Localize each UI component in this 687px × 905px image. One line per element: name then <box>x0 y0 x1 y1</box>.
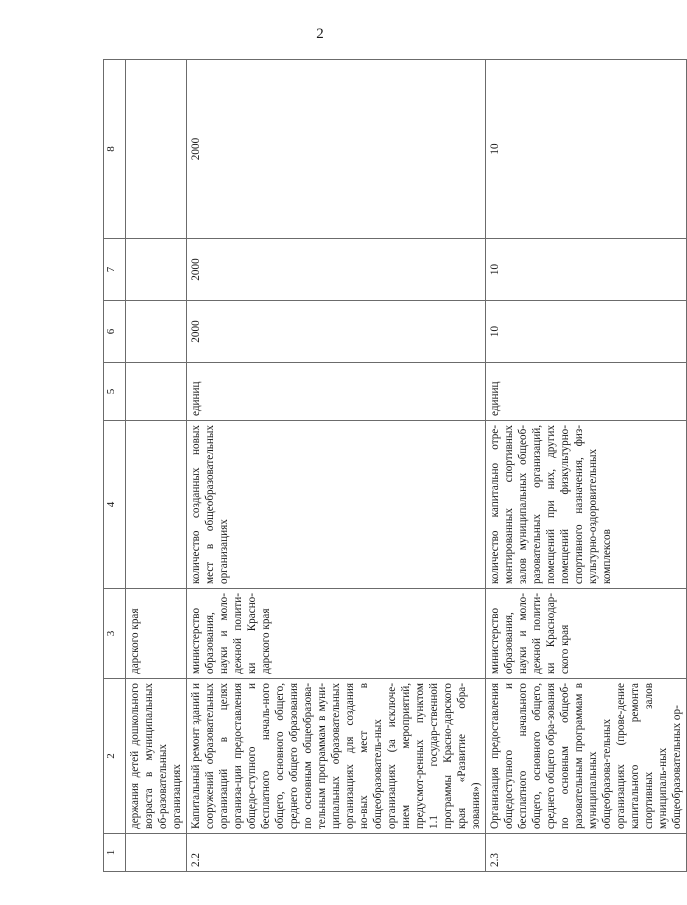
responsible: дарского края <box>126 589 187 679</box>
indicator: количество капитально отре-монтированных спортивных залов муниципальных общеоб-разовательных организаций, помещений при них, других помещений физкультурно-спортивного назначения, физ-культурно-оздоровительных комплексов <box>486 421 687 589</box>
program-table <box>103 59 687 872</box>
header-col-7: 7 <box>104 239 126 301</box>
unit <box>126 363 187 421</box>
header-col-5: 5 <box>104 363 126 421</box>
unit: единиц <box>187 363 486 421</box>
value-col-8: 10 <box>486 60 687 239</box>
measure-name: Капитальный ремонт зданий и сооружений образовательных организаций в целях организа-ции предоставления общедо-ступного и бесплатного началь-ного общего, основного общего, среднего общего образования по основным общеобразова-тельным программам в муни-ципальных образовательных организациях для создания но-вых мест в общеобразователь-ных организациях (за исключе-нием мероприятий, предусмот-ренных пунктом 1.1 государ-ственной программы Красно-дарского края «Развитие обра-зования») <box>187 679 486 834</box>
measure-name: держания детей дошкольного возраста в муниципальных об-разовательных организациях <box>126 679 187 834</box>
header-col-4: 4 <box>104 421 126 589</box>
header-col-8: 8 <box>104 60 126 239</box>
row-number <box>126 834 187 872</box>
value-col-7: 10 <box>486 239 687 301</box>
value-col-6: 10 <box>486 301 687 363</box>
table-row <box>486 60 687 872</box>
table-row <box>126 60 187 872</box>
indicator <box>126 421 187 589</box>
measure-name: Организация предоставления общедоступного и бесплатного начального общего, основного общего, среднего общего обра-зования по основным общеоб-разовательным программам в муниципальных общеобразова-тельных организациях (прове-дение капитального ремонта спортивных залов муниципаль-ных общеобразовательных ор- <box>486 679 687 834</box>
value-col-8: 2000 <box>187 60 486 239</box>
header-col-2: 2 <box>104 679 126 834</box>
page-number: 2 <box>316 26 324 42</box>
header-col-6: 6 <box>104 301 126 363</box>
unit: единиц <box>486 363 687 421</box>
value-col-6: 2000 <box>187 301 486 363</box>
row-number: 2.2 <box>187 834 486 872</box>
rotated-table-container <box>103 60 683 872</box>
value-col-7: 2000 <box>187 239 486 301</box>
value-col-7 <box>126 239 187 301</box>
header-col-1: 1 <box>104 834 126 872</box>
indicator: количество созданных новых мест в общеобразовательных организациях <box>187 421 486 589</box>
responsible: министерство образования, науки и моло-дежной полити-ки Красно-дарского края <box>187 589 486 679</box>
header-col-3: 3 <box>104 589 126 679</box>
value-col-8 <box>126 60 187 239</box>
row-number: 2.3 <box>486 834 687 872</box>
table-row <box>187 60 486 872</box>
header-row <box>104 60 126 872</box>
responsible: министерство образования, науки и моло-дежной полити-ки Краснодар-ского края <box>486 589 687 679</box>
value-col-6 <box>126 301 187 363</box>
